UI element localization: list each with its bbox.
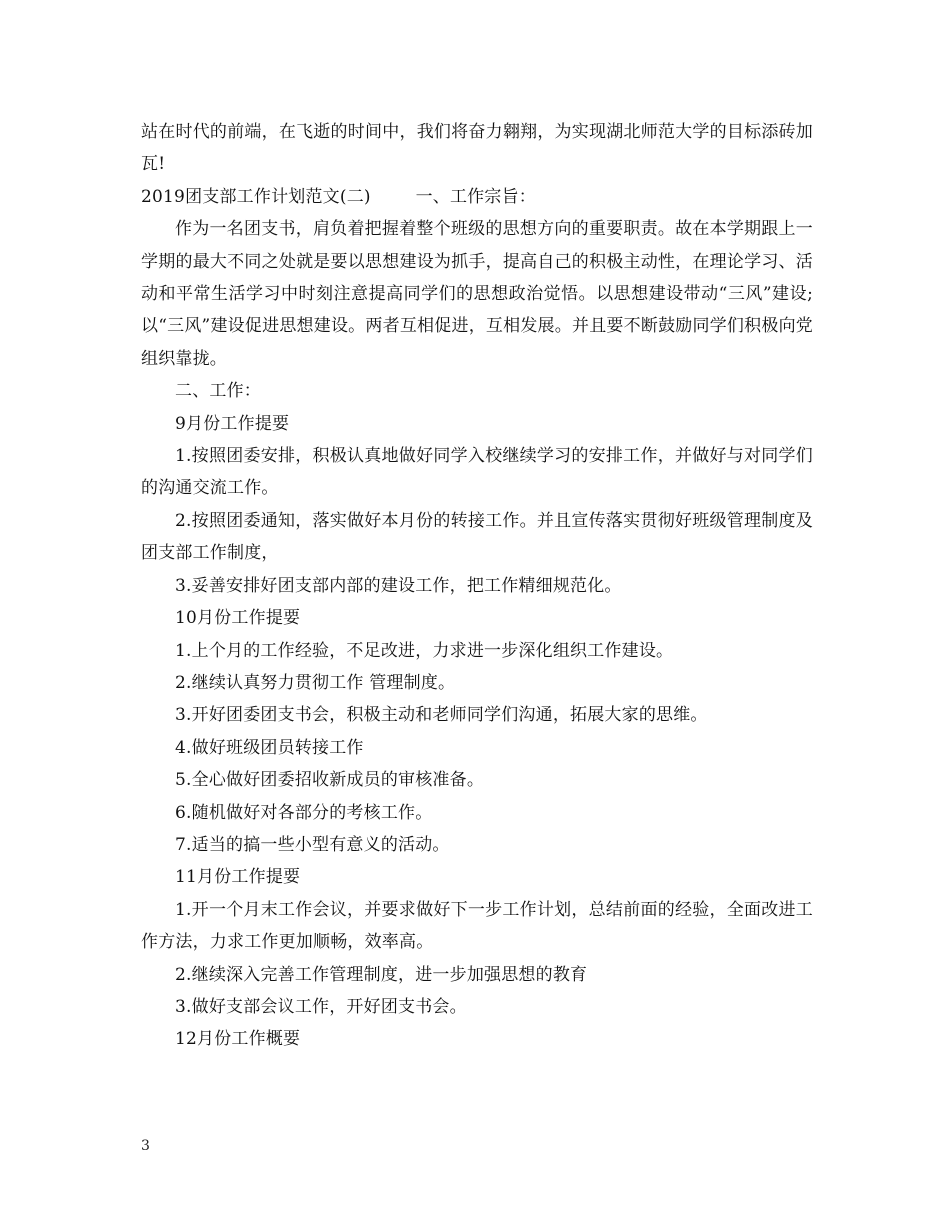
list-item: 2.继续认真努力贯彻工作 管理制度。 (175, 672, 456, 693)
list-item: 1.开一个月末工作会议，并要求做好下一步工作计划，总结前面的经验，全面改进工作方法，力求工作更加顺畅，效率高。 (141, 899, 813, 953)
list-item: 6.随机做好对各部分的考核工作。 (175, 802, 433, 823)
heading-work: 二、工作： (175, 381, 261, 402)
paragraph-closing: 站在时代的前端，在飞逝的时间中，我们将奋力翱翔，为实现湖北师范大学的目标添砖加瓦! (141, 122, 813, 175)
list-item: 7.适当的搞一些小型有意义的活动。 (175, 834, 450, 855)
heading-october: 10月份工作提要 (175, 608, 301, 629)
heading-december: 12月份工作概要 (175, 1029, 301, 1050)
section-heading-line (141, 181, 813, 213)
list-item: 3.妥善安排好团支部内部的建设工作，把工作精细规范化。 (175, 575, 622, 596)
heading-september: 9月份工作提要 (175, 413, 290, 434)
list-item: 2.按照团委通知，落实做好本月份的转接工作。并且宣传落实贯彻好班级管理制度及团支部工作制度， (141, 510, 813, 564)
list-item: 1.上个月的工作经验，不足改进，力求进一步深化组织工作建设。 (175, 640, 674, 661)
list-item: 3.做好支部会议工作，开好团支书会。 (175, 996, 467, 1017)
list-item: 5.全心做好团委招收新成员的审核准备。 (175, 770, 485, 791)
document-title: 2019团支部工作计划范文(二) (141, 186, 371, 207)
list-item: 4.做好班级团员转接工作 (175, 737, 364, 758)
page-number: 3 (141, 1138, 150, 1154)
document-body (141, 116, 813, 1056)
list-item: 2.继续深入完善工作管理制度，进一步加强思想的教育 (175, 964, 588, 985)
heading-work-purpose: 一、工作宗旨： (415, 186, 536, 207)
paragraph-purpose-body: 作为一名团支书，肩负着把握着整个班级的思想方向的重要职责。故在本学期跟上一学期的最大不同之处就是要以思想建设为抓手，提高自己的积极主动性，在理论学习、活动和平常生活学习中时刻注意提高同学们的思想政治觉悟。以思想建设带动“三风”建设;以“三风”建设促进思想建设。两者互相促进，互相发展。并且要不断鼓励同学们积极向党组织靠拢。 (141, 219, 813, 369)
heading-november: 11月份工作提要 (175, 867, 301, 888)
list-item: 1.按照团委安排，积极认真地做好同学入校继续学习的安排工作，并做好与对同学们的沟通交流工作。 (141, 446, 813, 499)
list-item: 3.开好团委团支书会，积极主动和老师同学们沟通，拓展大家的思维。 (175, 705, 708, 726)
